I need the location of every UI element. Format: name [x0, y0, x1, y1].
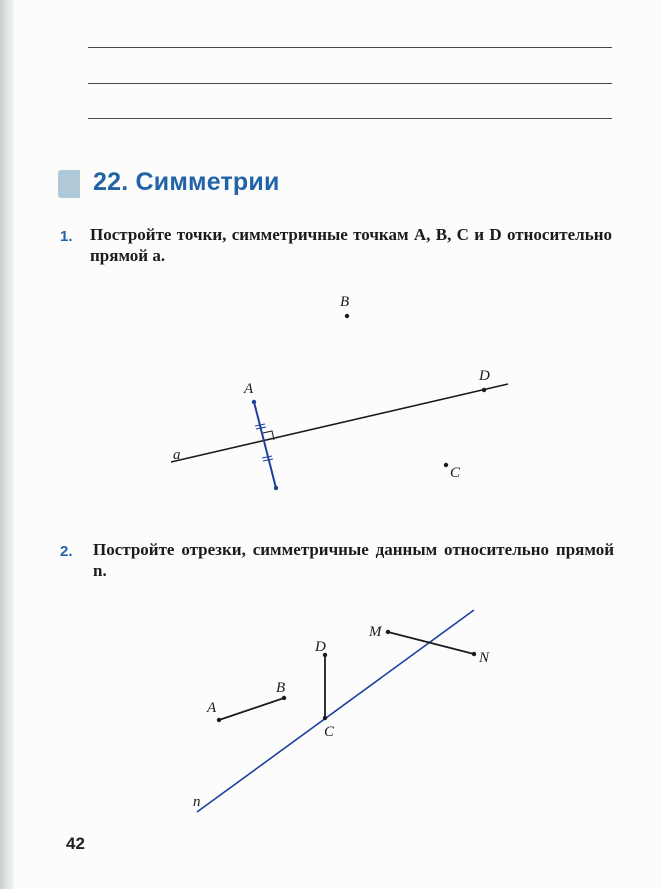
section-title: 22. Симметрии [93, 168, 280, 196]
label-point-D: D [479, 368, 490, 384]
point-B-dot [282, 696, 286, 700]
label-point-A: A [207, 700, 217, 716]
task-1-text: Постройте точки, симметричные точкам A, B, C и D относительно прямой a. [90, 225, 612, 265]
point-N-dot [472, 652, 476, 656]
label-point-C: C [324, 724, 335, 740]
label-point-D: D [315, 639, 326, 655]
label-point-C: C [450, 465, 461, 481]
segment-MN [388, 632, 474, 654]
task-1-number: 1. [60, 228, 73, 245]
label-line-n: n [193, 794, 201, 810]
label-point-M: M [369, 624, 382, 640]
point-C-dot [323, 716, 327, 720]
label-point-B: B [340, 294, 350, 310]
label-point-A: A [244, 381, 254, 397]
line-n [197, 610, 474, 812]
task-2-number: 2. [60, 543, 73, 560]
point-M-dot [386, 630, 390, 634]
label-point-N: N [479, 650, 490, 666]
task-2-text: Постройте отрезки, симметричные данным относительно прямой n. [93, 540, 614, 580]
segment-AB [219, 698, 284, 720]
page-number: 42 [66, 834, 85, 853]
point-A-dot [217, 718, 221, 722]
label-line-a: a [173, 447, 181, 463]
label-point-B: B [276, 680, 286, 696]
